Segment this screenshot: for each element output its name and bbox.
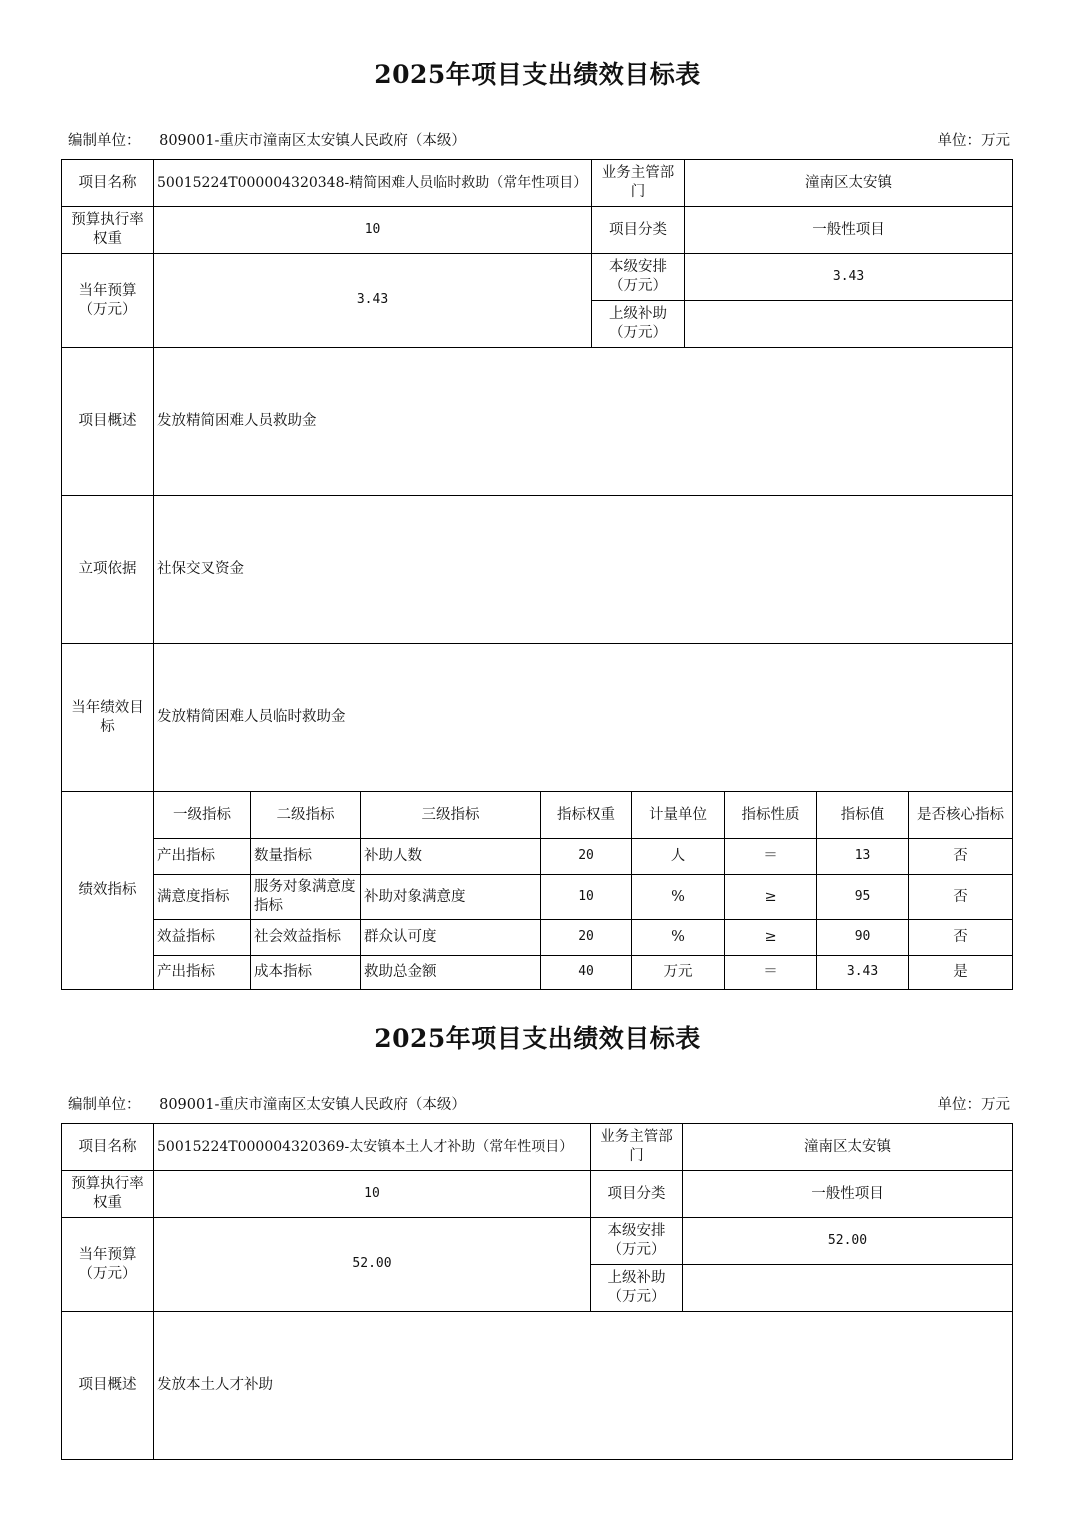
indicator-header: 一级指标	[154, 792, 251, 839]
value-cell: 90	[817, 920, 909, 956]
weight-cell: 20	[541, 839, 632, 875]
weight-cell: 20	[541, 920, 632, 956]
level1-cell: 满意度指标	[154, 875, 251, 920]
project-name-label: 项目名称	[62, 160, 154, 207]
unit-cell: 人	[632, 839, 725, 875]
level3-cell: 群众认可度	[361, 920, 541, 956]
upper-value	[685, 301, 1013, 348]
local-label: 本级安排（万元）	[591, 1218, 683, 1265]
budget-label: 当年预算（万元）	[62, 1218, 154, 1312]
indicator-header: 指标值	[817, 792, 909, 839]
project-name-value: 50015224T000004320369-太安镇本土人才补助（常年性项目）	[154, 1124, 591, 1171]
value-cell: 95	[817, 875, 909, 920]
indicator-header: 三级指标	[361, 792, 541, 839]
weight-value: 10	[154, 1171, 591, 1218]
indicator-row	[62, 875, 1013, 920]
level2-cell: 服务对象满意度指标	[251, 875, 361, 920]
nature-cell: ≥	[725, 920, 817, 956]
indicators-label: 绩效指标	[62, 792, 154, 990]
overview-value: 发放精简困难人员救助金	[154, 348, 1013, 496]
core-cell: 否	[909, 875, 1013, 920]
budget-label: 当年预算（万元）	[62, 254, 154, 348]
form-title: 2025年项目支出绩效目标表	[374, 60, 701, 89]
project-name-label: 项目名称	[62, 1124, 154, 1171]
indicator-header: 指标性质	[725, 792, 817, 839]
weight-label: 预算执行率权重	[62, 1171, 154, 1218]
prepared-by-label: 编制单位：	[68, 1097, 141, 1113]
performance-table	[61, 159, 1013, 990]
category-label: 项目分类	[591, 1171, 683, 1218]
unit-cell: 万元	[632, 956, 725, 990]
overview-value: 发放本土人才补助	[154, 1312, 1013, 1460]
overview-label: 项目概述	[62, 1312, 154, 1460]
indicator-header: 是否核心指标	[909, 792, 1013, 839]
dept-value: 潼南区太安镇	[685, 160, 1013, 207]
value-cell: 3.43	[817, 956, 909, 990]
category-value: 一般性项目	[685, 207, 1013, 254]
dept-label: 业务主管部门	[591, 1124, 683, 1171]
level3-cell: 救助总金额	[361, 956, 541, 990]
value-cell: 13	[817, 839, 909, 875]
local-value: 3.43	[685, 254, 1013, 301]
form-meta	[68, 1093, 1010, 1114]
nature-cell: ≥	[725, 875, 817, 920]
form-meta	[68, 129, 1010, 150]
indicator-header: 计量单位	[632, 792, 725, 839]
indicator-row	[62, 956, 1013, 990]
weight-value: 10	[154, 207, 592, 254]
overview-label: 项目概述	[62, 348, 154, 496]
budget-value: 3.43	[154, 254, 592, 348]
unit-cell: %	[632, 920, 725, 956]
upper-value	[683, 1265, 1013, 1312]
prepared-by-value: 809001-重庆市潼南区太安镇人民政府（本级）	[159, 1097, 466, 1113]
upper-label: 上级补助（万元）	[592, 301, 685, 348]
weight-label: 预算执行率权重	[62, 207, 154, 254]
level2-cell: 成本指标	[251, 956, 361, 990]
category-value: 一般性项目	[683, 1171, 1013, 1218]
core-cell: 是	[909, 956, 1013, 990]
level2-cell: 社会效益指标	[251, 920, 361, 956]
level1-cell: 产出指标	[154, 956, 251, 990]
nature-cell: ＝	[725, 839, 817, 875]
budget-value: 52.00	[154, 1218, 591, 1312]
indicator-row	[62, 839, 1013, 875]
level3-cell: 补助人数	[361, 839, 541, 875]
indicator-row	[62, 920, 1013, 956]
unit-label: 单位：万元	[937, 133, 1010, 149]
indicator-header: 指标权重	[541, 792, 632, 839]
prepared-by-label: 编制单位：	[68, 133, 141, 149]
indicator-header: 二级指标	[251, 792, 361, 839]
level2-cell: 数量指标	[251, 839, 361, 875]
basis-label: 立项依据	[62, 496, 154, 644]
goal-label: 当年绩效目标	[62, 644, 154, 792]
dept-label: 业务主管部门	[592, 160, 685, 207]
dept-value: 潼南区太安镇	[683, 1124, 1013, 1171]
weight-cell: 40	[541, 956, 632, 990]
performance-table	[61, 1123, 1013, 1460]
local-label: 本级安排（万元）	[592, 254, 685, 301]
level1-cell: 效益指标	[154, 920, 251, 956]
level1-cell: 产出指标	[154, 839, 251, 875]
category-label: 项目分类	[592, 207, 685, 254]
core-cell: 否	[909, 920, 1013, 956]
core-cell: 否	[909, 839, 1013, 875]
basis-value: 社保交叉资金	[154, 496, 1013, 644]
level3-cell: 补助对象满意度	[361, 875, 541, 920]
upper-label: 上级补助（万元）	[591, 1265, 683, 1312]
nature-cell: ＝	[725, 956, 817, 990]
form-title: 2025年项目支出绩效目标表	[374, 1024, 701, 1053]
prepared-by-value: 809001-重庆市潼南区太安镇人民政府（本级）	[159, 133, 466, 149]
goal-value: 发放精简困难人员临时救助金	[154, 644, 1013, 792]
project-name-value: 50015224T000004320348-精简困难人员临时救助（常年性项目）	[154, 160, 592, 207]
local-value: 52.00	[683, 1218, 1013, 1265]
unit-cell: %	[632, 875, 725, 920]
weight-cell: 10	[541, 875, 632, 920]
unit-label: 单位：万元	[937, 1097, 1010, 1113]
